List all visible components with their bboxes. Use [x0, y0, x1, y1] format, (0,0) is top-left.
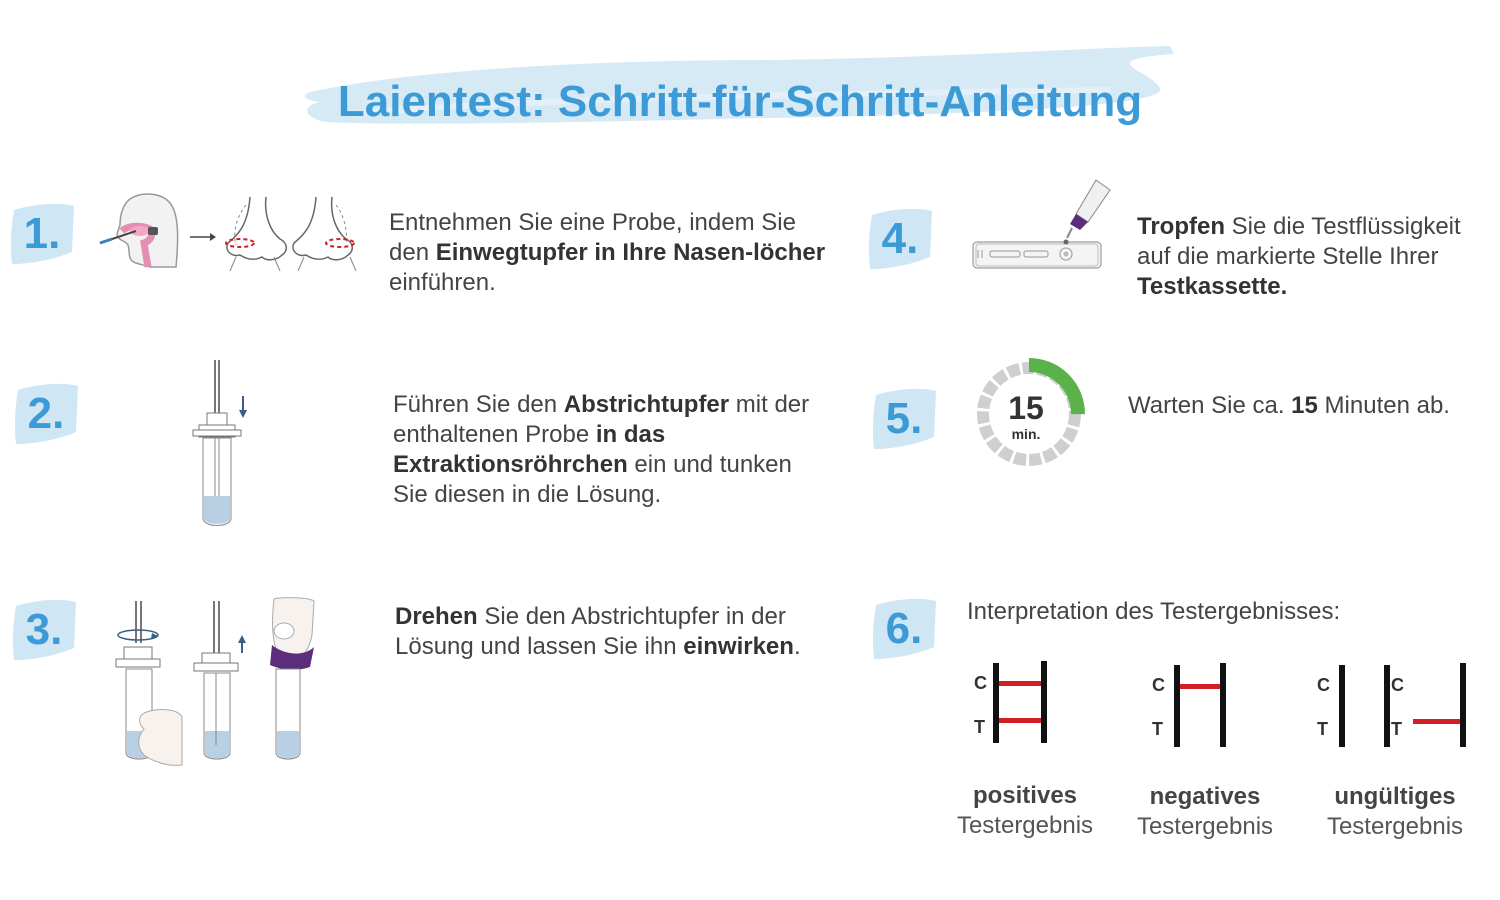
step-6-text — [967, 597, 1467, 627]
strip-c-label: C — [1152, 675, 1165, 695]
rotate-swab-illustration — [108, 595, 328, 770]
result-label-bold: positives — [972, 782, 1078, 809]
strip-t-label: T — [974, 717, 985, 737]
text-run: Minuten ab. — [1317, 392, 1450, 419]
strip-c-label: C — [1317, 675, 1330, 695]
bold-text-run: in das Extraktionsröhrchen — [393, 421, 666, 478]
bold-text-run: Einwegtupfer in Ihre Nasen-löcher — [435, 239, 826, 266]
strip-c-label: C — [1391, 675, 1404, 695]
step-6-number-badge — [870, 595, 940, 665]
text-run: einführen. — [389, 269, 496, 296]
nose-swab-illustration — [98, 185, 368, 280]
text-run: Warten Sie ca. — [1128, 392, 1292, 419]
result-label-bold: ungültiges — [1334, 783, 1456, 810]
text-run: Interpretation des Testergebnisses: — [967, 598, 1341, 625]
result-label-negative — [1105, 782, 1305, 842]
result-label-normal: Testergebnis — [956, 812, 1094, 839]
text-run: Führen Sie den — [393, 391, 564, 418]
step-2-number-badge — [12, 380, 82, 450]
step-number: 3. — [25, 605, 63, 654]
text-run: Sie die Testflüssigkeit auf die markierte Stelle Ihrer — [1137, 213, 1461, 270]
result-label-bold: negatives — [1149, 783, 1261, 810]
bold-text-run: 15 — [1291, 392, 1318, 419]
step-number: 5. — [885, 394, 923, 443]
step-1-text — [389, 208, 829, 298]
step-5-number-badge — [870, 385, 940, 455]
text-run: ein und tunken Sie diesen in die Lösung. — [393, 451, 792, 508]
extraction-tube-illustration — [185, 358, 260, 533]
step-4-text — [1137, 212, 1497, 302]
strip-invalid — [1317, 663, 1466, 747]
step-3-number-badge — [10, 596, 80, 666]
bold-text-run: Testkassette. — [1137, 273, 1288, 300]
step-number: 2. — [27, 389, 65, 438]
bold-text-run: Tropfen — [1137, 213, 1225, 240]
result-label-normal: Testergebnis — [1326, 813, 1464, 840]
timer-icon — [972, 357, 1087, 472]
timer-value: 15 — [1008, 390, 1044, 426]
strip-t-label: T — [1152, 719, 1163, 739]
step-3-text — [395, 602, 815, 662]
bold-text-run: Abstrichtupfer — [563, 391, 730, 418]
step-number: 6. — [885, 604, 923, 653]
result-strips — [966, 655, 1486, 755]
strip-t-label: T — [1317, 719, 1328, 739]
text-run: Sie den Abstrichtupfer in der Lösung und lassen Sie ihn — [395, 603, 786, 660]
text-run: . — [793, 633, 801, 660]
text-run: Entnehmen Sie eine Probe, indem Sie den — [389, 209, 796, 266]
test-cassette-illustration — [968, 172, 1118, 277]
step-number: 4. — [881, 214, 919, 263]
step-2-text — [393, 390, 833, 510]
step-1-number-badge — [8, 200, 78, 270]
bold-text-run: einwirken — [683, 633, 794, 660]
bold-text-run: Drehen — [395, 603, 478, 630]
strip-negative — [1152, 663, 1226, 747]
strip-positive — [974, 661, 1047, 743]
result-label-invalid — [1295, 782, 1495, 842]
step-4-number-badge — [866, 205, 936, 275]
step-number: 1. — [23, 209, 61, 258]
page-title: Laientest: Schritt-für-Schritt-Anleitung — [337, 77, 1143, 126]
result-label-normal: Testergebnis — [1136, 813, 1274, 840]
strip-c-label: C — [974, 673, 987, 693]
strip-t-label: T — [1391, 719, 1402, 739]
text-run: mit der enthaltenen Probe — [393, 391, 810, 448]
title-banner — [290, 30, 1190, 125]
timer-unit: min. — [1011, 426, 1041, 442]
step-5-text — [1128, 391, 1498, 421]
result-label-positive — [925, 781, 1125, 841]
